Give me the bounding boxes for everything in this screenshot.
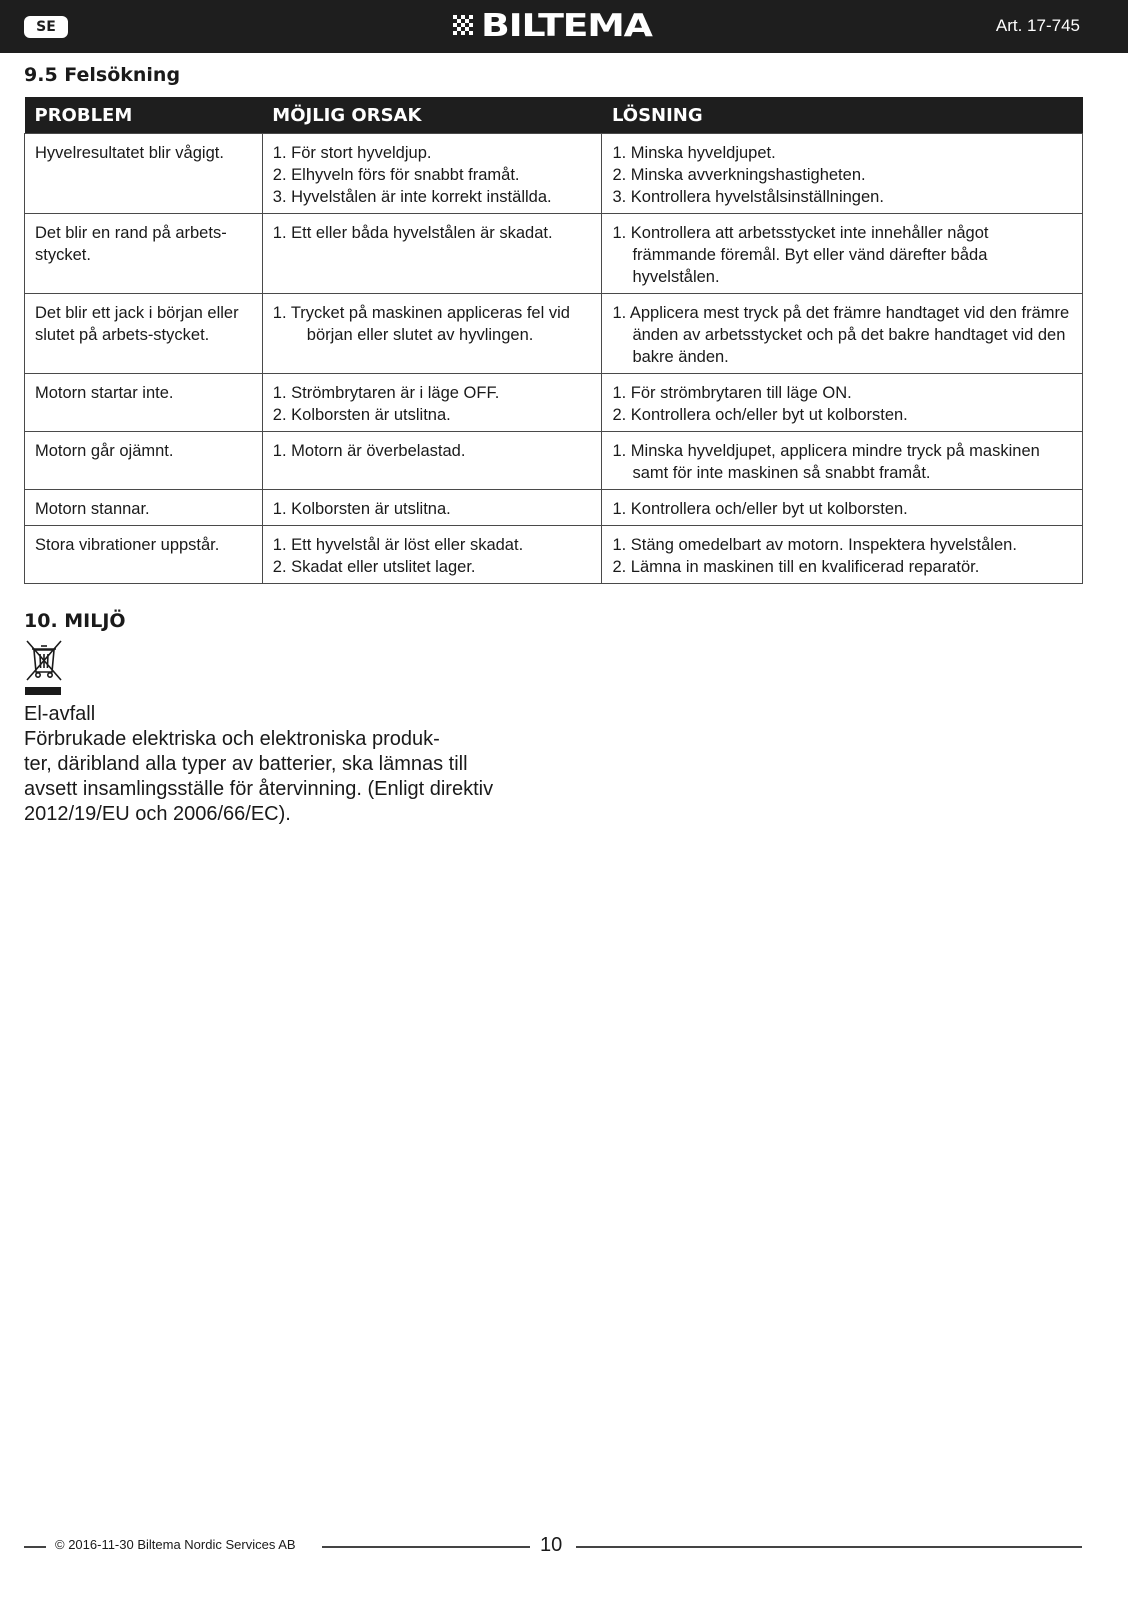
solution-item: 2. Minska avverkningshastigheten. <box>612 166 866 184</box>
solution-item: 1. Kontrollera att arbetsstycket inte innehåller något främmande föremål. Byt eller vänd därefter båda hyvelstålen. <box>612 224 989 286</box>
solution-cell <box>602 374 1083 432</box>
text-line: ter, däribland alla typer av batterier, ska lämnas till <box>24 753 468 775</box>
language-badge: SE <box>24 16 68 38</box>
column-header-problem: PROBLEM <box>25 97 263 134</box>
biltema-logo <box>453 8 652 44</box>
table-row <box>25 134 1083 214</box>
text-line: avsett insamlingsställe för återvinning. (Enligt direktiv <box>24 778 494 800</box>
solution-cell <box>602 490 1083 526</box>
problem-cell: Motorn startar inte. <box>25 374 263 432</box>
table-header-row <box>25 97 1083 134</box>
troubleshooting-title: 9.5 Felsökning <box>24 64 181 86</box>
problem-cell: Motorn stannar. <box>25 490 263 526</box>
solution-item: 1. Applicera mest tryck på det främre handtaget vid den främre änden av arbetsstycket och på det bakre handtaget vid den bakre änden. <box>612 304 1070 366</box>
table-row <box>25 294 1083 374</box>
cause-item: 1. Ett hyvelstål är löst eller skadat. <box>272 536 524 554</box>
problem-cell: Hyvelresultatet blir vågigt. <box>25 134 263 214</box>
problem-cell: Motorn går ojämnt. <box>25 432 263 490</box>
cause-item: 1. Ett eller båda hyvelstålen är skadat. <box>272 224 553 242</box>
cause-item: 1. Motorn är överbelastad. <box>272 442 466 460</box>
solution-item: 1. Kontrollera och/eller byt ut kolborsten. <box>612 500 908 518</box>
cause-cell <box>262 490 602 526</box>
copyright-text: © 2016-11-30 Biltema Nordic Services AB <box>55 1537 296 1552</box>
environment-text <box>24 702 544 827</box>
cause-item: 2. Kolborsten är utslitna. <box>272 406 451 424</box>
text-line: Förbrukade elektriska och elektroniska produk- <box>24 728 440 750</box>
table-row <box>25 214 1083 294</box>
cause-cell <box>262 134 602 214</box>
cause-cell <box>262 214 602 294</box>
solution-item: 1. Minska hyveldjupet, applicera mindre tryck på maskinen samt för inte maskinen så snabbt framåt. <box>612 442 1040 482</box>
environment-title: 10. MILJÖ <box>24 610 126 632</box>
brand-name: BILTEMA <box>481 8 652 44</box>
checkered-flag-icon <box>453 15 475 37</box>
page-header <box>0 0 1128 53</box>
column-header-cause: MÖJLIG ORSAK <box>262 97 602 134</box>
cause-cell <box>262 294 602 374</box>
cause-item: 1. För stort hyveldjup. <box>272 144 432 162</box>
column-header-solution: LÖSNING <box>602 97 1083 134</box>
troubleshooting-table <box>24 97 1083 584</box>
cause-cell <box>262 432 602 490</box>
problem-cell: Stora vibrationer uppstår. <box>25 526 263 584</box>
page-footer <box>0 1532 1128 1562</box>
crossed-out-wheelie-bin-icon <box>24 638 64 698</box>
solution-cell <box>602 134 1083 214</box>
page-number: 10 <box>540 1534 563 1556</box>
table-row <box>25 490 1083 526</box>
problem-cell: Det blir ett jack i början eller slutet på arbets-stycket. <box>25 294 263 374</box>
solution-cell <box>602 294 1083 374</box>
cause-item: 3. Hyvelstålen är inte korrekt inställda. <box>272 188 552 206</box>
cause-item: 1. Kolborsten är utslitna. <box>272 500 451 518</box>
solution-item: 2. Lämna in maskinen till en kvalificerad reparatör. <box>612 558 980 576</box>
table-row <box>25 432 1083 490</box>
article-number: Art. 17-745 <box>995 16 1080 35</box>
solution-item: 1. Stäng omedelbart av motorn. Inspektera hyvelstålen. <box>612 536 1017 554</box>
solution-cell <box>602 214 1083 294</box>
text-line: 2012/19/EU och 2006/66/EC). <box>24 803 291 825</box>
solution-cell <box>602 432 1083 490</box>
solution-item: 2. Kontrollera och/eller byt ut kolborsten. <box>612 406 908 424</box>
text-line: El-avfall <box>24 703 96 725</box>
table-row <box>25 374 1083 432</box>
solution-cell <box>602 526 1083 584</box>
footer-rule <box>24 1546 46 1548</box>
cause-item: 1. Trycket på maskinen appliceras fel vid början eller slutet av hyvlingen. <box>272 304 570 344</box>
footer-rule <box>322 1546 530 1548</box>
cause-item: 1. Strömbrytaren är i läge OFF. <box>272 384 500 402</box>
solution-item: 3. Kontrollera hyvelstålsinställningen. <box>612 188 884 206</box>
table-row <box>25 526 1083 584</box>
cause-item: 2. Elhyveln förs för snabbt framåt. <box>272 166 520 184</box>
cause-item: 2. Skadat eller utslitet lager. <box>272 558 476 576</box>
problem-cell: Det blir en rand på arbets-stycket. <box>25 214 263 294</box>
cause-cell <box>262 374 602 432</box>
footer-rule <box>576 1546 1082 1548</box>
cause-cell <box>262 526 602 584</box>
solution-item: 1. Minska hyveldjupet. <box>612 144 776 162</box>
solution-item: 1. För strömbrytaren till läge ON. <box>612 384 852 402</box>
